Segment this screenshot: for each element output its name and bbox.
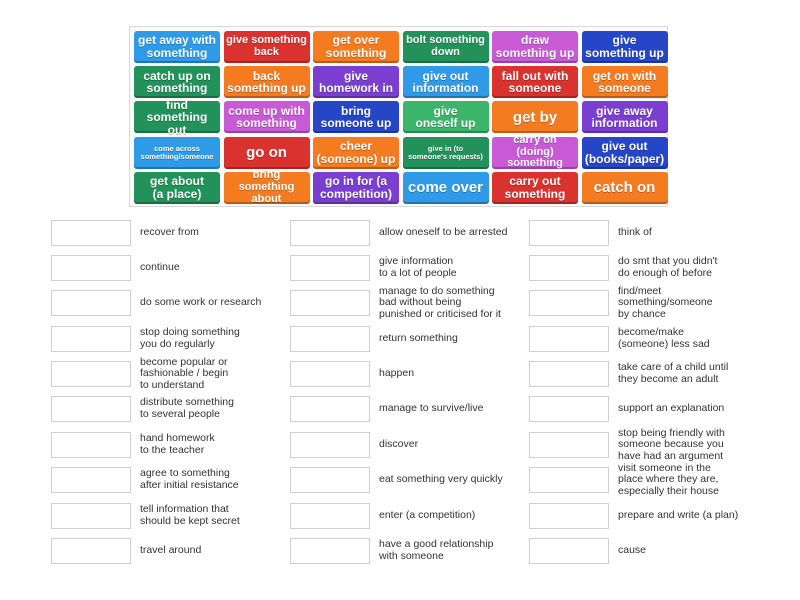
tile-0-4[interactable] (492, 31, 578, 63)
phrasal-verb-tile-board (129, 26, 668, 207)
tile-1-4[interactable] (492, 66, 578, 98)
tile-label: catch on (593, 178, 656, 196)
definition-text: return something (379, 332, 458, 345)
tile-4-4[interactable] (492, 172, 578, 204)
answer-drop-box[interactable] (51, 396, 131, 422)
tile-1-1[interactable] (224, 66, 310, 98)
answer-drop-box[interactable] (290, 503, 370, 529)
tile-label: bring someone up (320, 103, 392, 131)
definition-text: manage to survive/live (379, 402, 484, 415)
answer-drop-box[interactable] (51, 432, 131, 458)
definition-text: do smt that you didn't do enough of before (618, 255, 718, 279)
tile-2-1[interactable] (224, 101, 310, 133)
definition-text: eat something very quickly (379, 473, 503, 486)
definition-text: find/meet something/someone by chance (618, 284, 713, 320)
tile-0-5[interactable] (582, 31, 668, 63)
tile-label: bolt something down (406, 34, 485, 58)
definition-text: tell information that should be kept secret (140, 503, 240, 527)
definition-text: think of (618, 226, 652, 239)
definition-text: happen (379, 367, 415, 380)
tile-0-0[interactable] (134, 31, 220, 63)
tile-label: carry out something (504, 174, 566, 201)
definition-text: continue (140, 261, 180, 274)
definition-text: support an explanation (618, 402, 725, 415)
definition-text: agree to something after initial resistance (140, 467, 239, 491)
tile-2-5[interactable] (582, 101, 668, 133)
tile-label: give away information (591, 103, 658, 131)
tile-0-1[interactable] (224, 31, 310, 63)
tile-1-3[interactable] (403, 66, 489, 98)
answer-drop-box[interactable] (51, 290, 131, 316)
tile-4-5[interactable] (582, 172, 668, 204)
definition-text: cause (618, 544, 647, 557)
tile-4-2[interactable] (313, 172, 399, 204)
tile-1-0[interactable] (134, 66, 220, 98)
tile-4-1[interactable] (224, 169, 310, 205)
answer-drop-box[interactable] (51, 326, 131, 352)
definition-text: give information to a lot of people (379, 255, 457, 279)
tile-label: carry on (doing) something (507, 134, 563, 170)
answer-drop-box[interactable] (529, 326, 609, 352)
answer-drop-box[interactable] (51, 220, 131, 246)
answer-drop-box[interactable] (529, 432, 609, 458)
tile-label: give homework in (318, 68, 393, 96)
definition-text: travel around (140, 544, 202, 557)
definition-text: discover (379, 438, 419, 451)
definition-text: stop being friendly with someone because you have had an argument (618, 426, 725, 462)
tile-3-2[interactable] (313, 137, 399, 169)
tile-label: give something up (585, 33, 664, 60)
tile-label: go in for (a competition) (320, 174, 392, 201)
definition-text: take care of a child until they become an adult (618, 361, 729, 385)
tile-label: get away with something (137, 33, 217, 60)
tile-label: draw something up (495, 33, 575, 60)
tile-3-0[interactable] (134, 137, 220, 169)
tile-3-5[interactable] (582, 137, 668, 169)
tile-label: get about (a place) (150, 174, 204, 201)
definition-text: manage to do something bad without being punished or criticised for it (379, 284, 501, 320)
tile-label: give oneself up (415, 103, 476, 131)
answer-drop-box[interactable] (51, 361, 131, 387)
answer-drop-box[interactable] (529, 467, 609, 493)
definition-text: have a good relationship with someone (379, 538, 494, 562)
answer-drop-box[interactable] (290, 326, 370, 352)
tile-label: fall out with someone (501, 68, 569, 96)
answer-drop-box[interactable] (529, 538, 609, 564)
answer-drop-box[interactable] (529, 220, 609, 246)
answer-drop-box[interactable] (529, 361, 609, 387)
tile-3-3[interactable] (403, 137, 489, 169)
answer-drop-box[interactable] (290, 432, 370, 458)
answer-drop-box[interactable] (529, 290, 609, 316)
definition-text: stop doing something you do regularly (140, 326, 240, 350)
answer-drop-box[interactable] (51, 255, 131, 281)
definition-text: do some work or research (140, 296, 262, 309)
definition-text: distribute something to several people (140, 396, 234, 420)
tile-4-0[interactable] (134, 172, 220, 204)
definition-text: become popular or fashionable / begin to understand (140, 355, 229, 391)
answer-drop-box[interactable] (290, 467, 370, 493)
tile-4-3[interactable] (403, 172, 489, 204)
tile-label: give something back (226, 34, 307, 58)
definition-text: hand homework to the teacher (140, 432, 215, 456)
definition-text: recover from (140, 226, 199, 239)
tile-3-1[interactable] (224, 137, 310, 169)
tile-2-4[interactable] (492, 101, 578, 133)
definition-text: enter (a competition) (379, 509, 476, 522)
tile-label: give out information (412, 68, 479, 96)
tile-label: come over (407, 178, 484, 196)
tile-label: get over something (325, 33, 387, 60)
tile-1-2[interactable] (313, 66, 399, 98)
tile-3-4[interactable] (492, 134, 578, 170)
answer-drop-box[interactable] (51, 467, 131, 493)
answer-drop-box[interactable] (290, 361, 370, 387)
answer-drop-box[interactable] (529, 255, 609, 281)
definition-text: become/make (someone) less sad (618, 326, 710, 350)
definition-text: allow oneself to be arrested (379, 226, 508, 239)
definition-text: prepare and write (a plan) (618, 509, 739, 522)
answer-drop-box[interactable] (529, 503, 609, 529)
tile-label: cheer (someone) up (316, 139, 396, 166)
tile-label: find something out (146, 97, 208, 137)
definition-text: visit someone in the place where they are, especially their house (618, 461, 719, 497)
tile-2-3[interactable] (403, 101, 489, 133)
answer-drop-box[interactable] (290, 396, 370, 422)
tile-label: bring something about (238, 169, 295, 205)
tile-label: go on (246, 143, 287, 161)
tile-label: get on with someone (592, 68, 657, 96)
answer-drop-box[interactable] (290, 290, 370, 316)
answer-drop-box[interactable] (51, 538, 131, 564)
tile-2-0[interactable] (134, 97, 220, 137)
tile-0-3[interactable] (403, 31, 489, 63)
tile-label: catch up on something (143, 68, 211, 96)
tile-label: come up with something (228, 103, 305, 131)
tile-0-2[interactable] (313, 31, 399, 63)
tile-label: get by (512, 108, 558, 126)
answer-drop-box[interactable] (290, 538, 370, 564)
answer-drop-box[interactable] (290, 220, 370, 246)
tile-1-5[interactable] (582, 66, 668, 98)
answer-drop-box[interactable] (529, 396, 609, 422)
answer-drop-box[interactable] (290, 255, 370, 281)
tile-label: give in (to someone's requests) (408, 143, 483, 161)
tile-label: give out (books/paper) (584, 139, 665, 166)
answer-drop-box[interactable] (51, 503, 131, 529)
tile-label: come across something/someone (140, 143, 214, 161)
tile-2-2[interactable] (313, 101, 399, 133)
tile-label: back something up (227, 68, 306, 96)
